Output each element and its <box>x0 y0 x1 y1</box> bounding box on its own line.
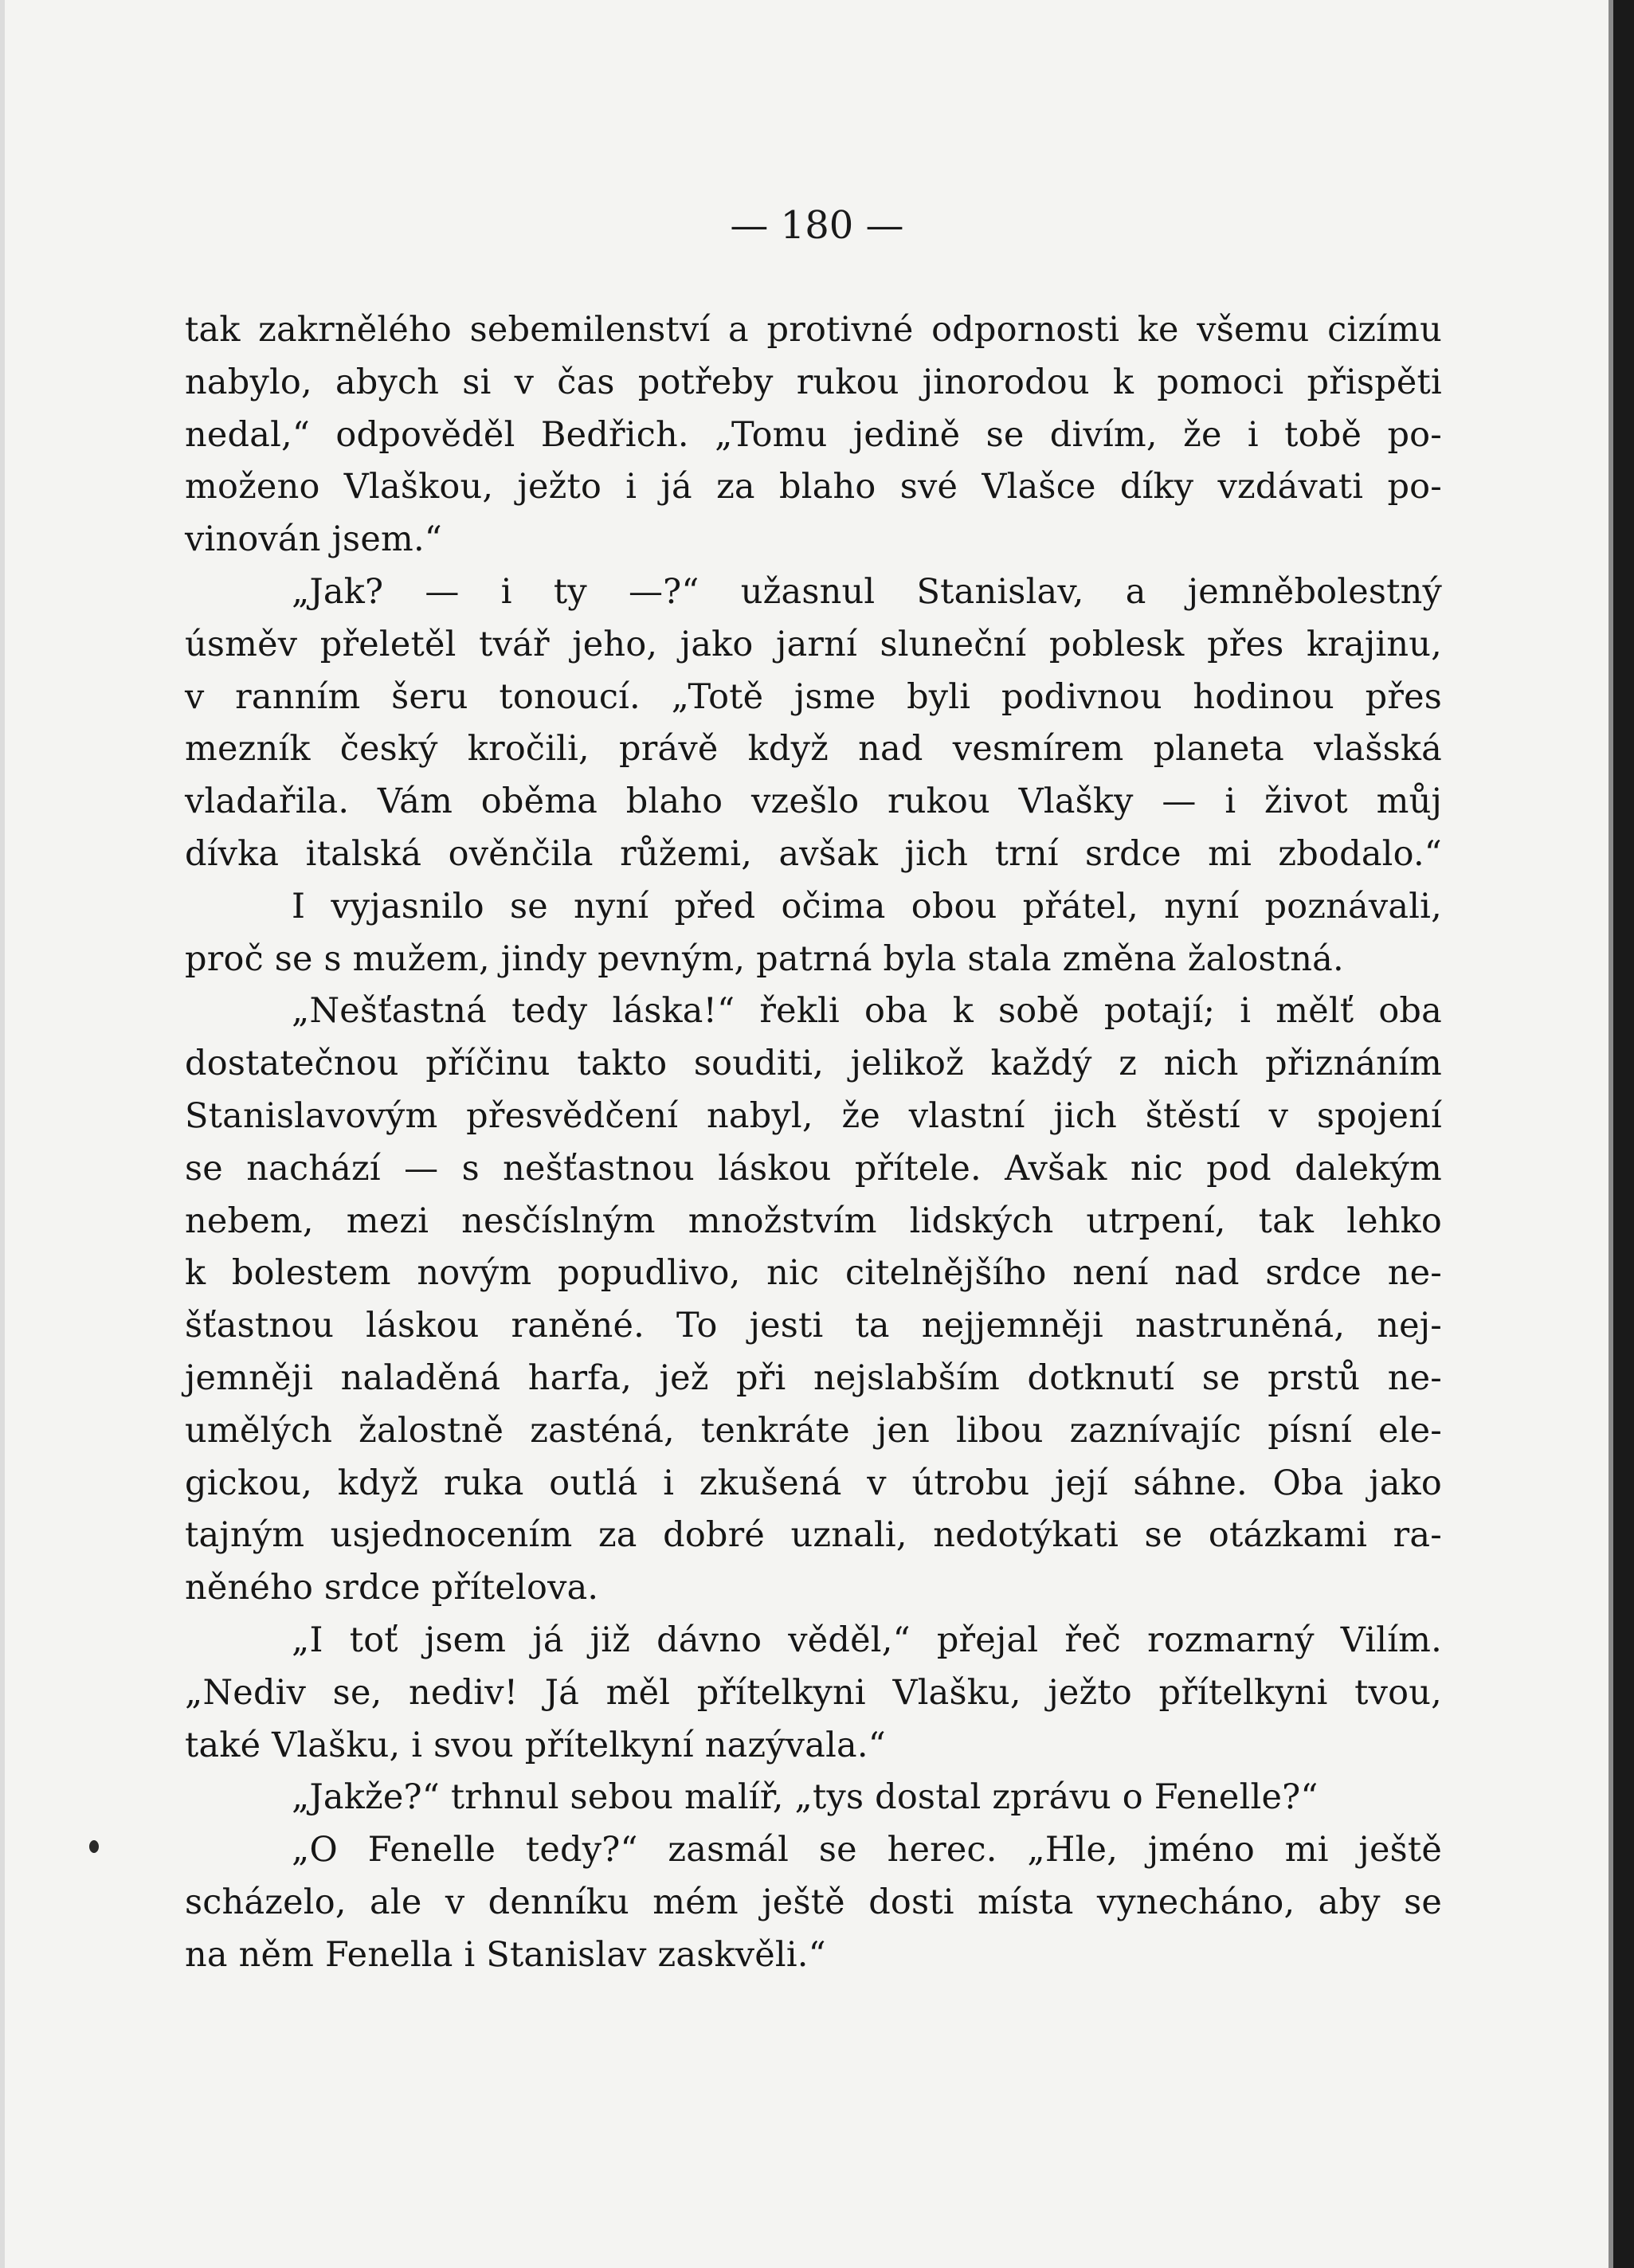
text-line: I vyjasnilo se nyní před očima obou přátel, nyní poznávali, <box>292 886 1442 926</box>
page-right-edge <box>1613 0 1634 2268</box>
text-line: úsměv přeletěl tvář jeho, jako jarní sluneční poblesk přes krajinu, <box>185 624 1442 664</box>
text-line: proč se s mužem, jindy pevným, patrná byla stala změna žalostná. <box>185 938 1344 979</box>
ink-speck <box>89 1840 99 1853</box>
text-line: dostatečnou příčinu takto souditi, jelikož každý z nich přiznáním <box>185 1044 1442 1084</box>
text-line: v ranním šeru tonoucí. „Totě jsme byli podivnou hodinou přes <box>185 676 1442 717</box>
text-line: gickou, když ruka outlá i zkušená v útrobu její sáhne. Oba jako <box>185 1463 1442 1503</box>
text-line: vinován jsem.“ <box>185 519 442 560</box>
body-text <box>185 304 1442 1982</box>
text-line: Stanislavovým přesvědčení nabyl, že vlastní jich štěstí v spojení <box>185 1095 1442 1136</box>
text-line: mezník český kročili, právě když nad vesmírem planeta vlašská <box>185 729 1442 770</box>
text-line: moženo Vlaškou, ježto i já za blaho své Vlašce díky vzdávati po- <box>185 467 1442 507</box>
text-line: něného srdce přítelova. <box>185 1568 599 1608</box>
text-line: vladařila. Vám oběma blaho vzešlo rukou Vlašky — i život můj <box>185 781 1442 822</box>
text-line: „Nešťastná tedy láska!“ řekli oba k sobě potají; i mělť oba <box>292 991 1442 1032</box>
text-line: scházelo, ale v denníku mém ještě dosti místa vynecháno, aby se <box>185 1882 1442 1922</box>
text-line: dívka italská ověnčila růžemi, avšak jich trní srdce mi zbodalo.“ <box>185 833 1442 874</box>
page-number: — 180 — <box>730 203 904 248</box>
text-line: „Jak? — i ty —?“ užasnul Stanislav, a jemněbolestný <box>292 571 1442 612</box>
text-line: na něm Fenella i Stanislav zaskvěli.“ <box>185 1934 826 1975</box>
text-line: nedal,“ odpověděl Bedřich. „Tomu jedině se divím, že i tobě po- <box>185 414 1442 455</box>
page-left-edge <box>0 0 5 2268</box>
text-line: také Vlašku, i svou přítelkyní nazývala.“ <box>185 1725 886 1765</box>
text-line: se nachází — s nešťastnou láskou přítele. Avšak nic pod dalekým <box>185 1148 1442 1189</box>
text-line: „Jakže?“ trhnul sebou malíř, „tys dostal zprávu o Fenelle?“ <box>292 1777 1319 1818</box>
text-line: tajným usjednocením za dobré uznali, nedotýkati se otázkami ra- <box>185 1515 1442 1556</box>
text-line: umělých žalostně zasténá, tenkráte jen libou zaznívajíc písní ele- <box>185 1410 1442 1451</box>
text-line: „Nediv se, nediv! Já měl přítelkyni Vlašku, ježto přítelkyni tvou, <box>185 1672 1442 1713</box>
text-line: šťastnou láskou raněné. To jesti ta nejjemněji nastruněná, nej- <box>185 1306 1442 1346</box>
text-line: tak zakrnělého sebemilenství a protivné odpornosti ke všemu cizímu <box>185 310 1442 350</box>
text-line: k bolestem novým popudlivo, nic citelnějšího není nad srdce ne- <box>185 1253 1442 1294</box>
text-line: „O Fenelle tedy?“ zasmál se herec. „Hle, jméno mi ještě <box>292 1830 1442 1870</box>
text-line: jemněji naladěná harfa, jež při nejslabším dotknutí se prstů ne- <box>185 1357 1442 1398</box>
text-line: nebem, mezi nesčíslným množstvím lidských utrpení, tak lehko <box>185 1201 1442 1241</box>
text-line: nabylo, abych si v čas potřeby rukou jinorodou k pomoci přispěti <box>185 362 1442 402</box>
text-line: „I toť jsem já již dávno věděl,“ přejal řeč rozmarný Vilím. <box>292 1620 1442 1660</box>
